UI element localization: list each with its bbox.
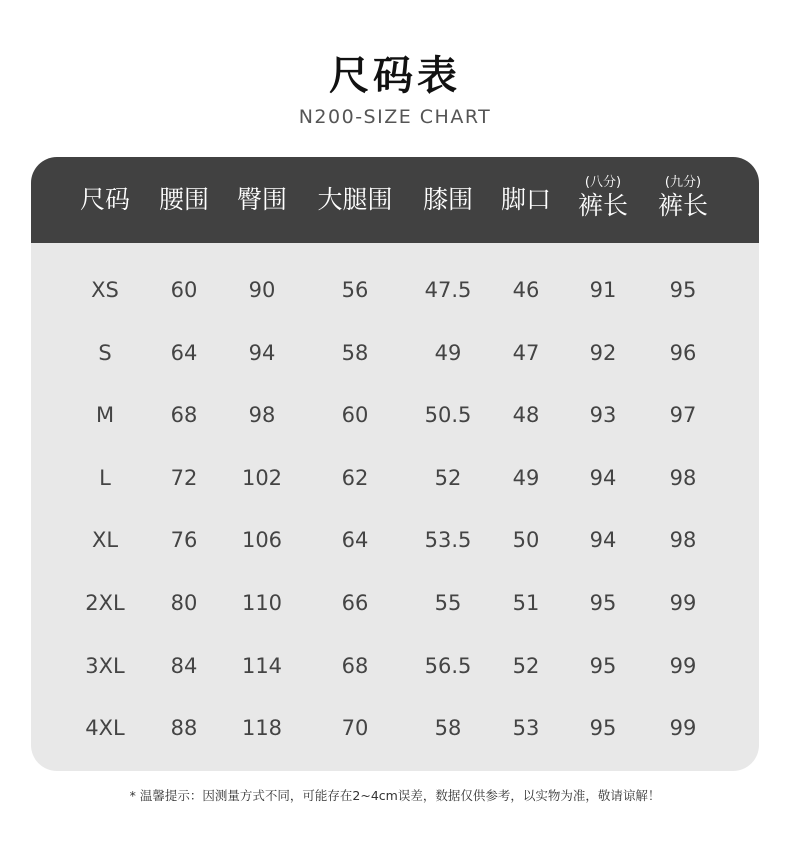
table-cell: 50.5 — [424, 403, 472, 428]
table-cell: 93 — [589, 403, 617, 428]
table-cell: 62 — [341, 465, 369, 490]
table-cell: 70 — [341, 716, 369, 741]
table-cell: 97 — [669, 403, 697, 428]
table-cell: 51 — [512, 591, 540, 615]
table-cell: 49 — [434, 340, 462, 365]
table-cell: 60 — [170, 278, 198, 302]
table-cell: 52 — [434, 465, 462, 490]
header-cell: 大腿围 — [317, 185, 393, 214]
table-cell: 106 — [241, 528, 283, 553]
table-cell: 49 — [512, 465, 540, 490]
table-cell: 92 — [589, 340, 617, 365]
table-cell: 114 — [241, 653, 283, 678]
table-cell: 53 — [512, 716, 540, 741]
table-cell: 96 — [669, 340, 697, 365]
table-cell: 52 — [512, 653, 540, 678]
table-cell: 80 — [170, 591, 198, 615]
header-cell: 脚口 — [500, 185, 552, 214]
page-subtitle: N200-SIZE CHART — [298, 106, 492, 128]
table-cell: 102 — [241, 465, 283, 490]
table-cell: 110 — [241, 591, 283, 615]
size-label-cell: L — [99, 465, 111, 490]
table-cell: 99 — [669, 716, 697, 741]
size-chart-table — [31, 157, 759, 771]
table-cell: 47.5 — [424, 278, 472, 302]
size-label-cell: S — [98, 340, 112, 365]
table-cell: 91 — [589, 278, 617, 302]
table-cell: 99 — [669, 653, 697, 678]
table-cell: 53.5 — [424, 528, 472, 553]
table-cell: 50 — [512, 528, 540, 553]
table-cell: 98 — [669, 528, 697, 553]
table-cell: 55 — [434, 591, 462, 615]
table-cell: 64 — [170, 340, 198, 365]
page-title: 尺码表 — [329, 53, 461, 99]
size-label-cell: XS — [91, 278, 119, 302]
size-label-cell: XL — [91, 528, 119, 553]
size-label-cell: M — [95, 403, 115, 428]
table-cell: 66 — [341, 591, 369, 615]
table-cell: 88 — [170, 716, 198, 741]
size-label-cell: 2XL — [85, 591, 125, 615]
table-cell: 84 — [170, 653, 198, 678]
table-cell: 98 — [669, 465, 697, 490]
table-cell: 90 — [248, 278, 276, 302]
table-cell: 72 — [170, 465, 198, 490]
footnote: * 温馨提示：因测量方式不同，可能存在2~4cm误差，数据仅供参考，以实物为准，敬请谅解！ — [129, 788, 661, 803]
table-cell: 56.5 — [424, 653, 472, 678]
header-cell: 臀围 — [236, 185, 288, 214]
size-label-cell: 4XL — [85, 716, 125, 741]
table-cell: 46 — [512, 278, 540, 302]
table-cell: 94 — [589, 465, 617, 490]
table-cell: 95 — [589, 591, 617, 615]
table-cell: 95 — [669, 278, 697, 302]
table-cell: 94 — [589, 528, 617, 553]
header-cell: 膝围 — [422, 185, 474, 214]
table-cell: 48 — [512, 403, 540, 428]
table-cell: 95 — [589, 716, 617, 741]
table-cell: 99 — [669, 591, 697, 615]
table-cell: 68 — [341, 653, 369, 678]
header-label: 裤长 — [577, 191, 629, 220]
table-cell: 76 — [170, 528, 198, 553]
table-cell: 47 — [512, 340, 540, 365]
table-cell: 56 — [341, 278, 369, 302]
header-note: (九分) — [664, 175, 702, 190]
table-cell: 64 — [341, 528, 369, 553]
table-cell: 60 — [341, 403, 369, 428]
table-header — [31, 157, 759, 243]
table-cell: 58 — [434, 716, 462, 741]
table-cell: 118 — [241, 716, 283, 741]
header-cell: 尺码 — [79, 185, 131, 214]
table-cell: 58 — [341, 340, 369, 365]
table-cell: 95 — [589, 653, 617, 678]
header-label: 裤长 — [657, 191, 709, 220]
header-note: (八分) — [584, 175, 622, 190]
header-cell: 腰围 — [158, 185, 210, 214]
size-label-cell: 3XL — [85, 653, 125, 678]
table-cell: 68 — [170, 403, 198, 428]
table-cell: 98 — [248, 403, 276, 428]
table-cell: 94 — [248, 340, 276, 365]
